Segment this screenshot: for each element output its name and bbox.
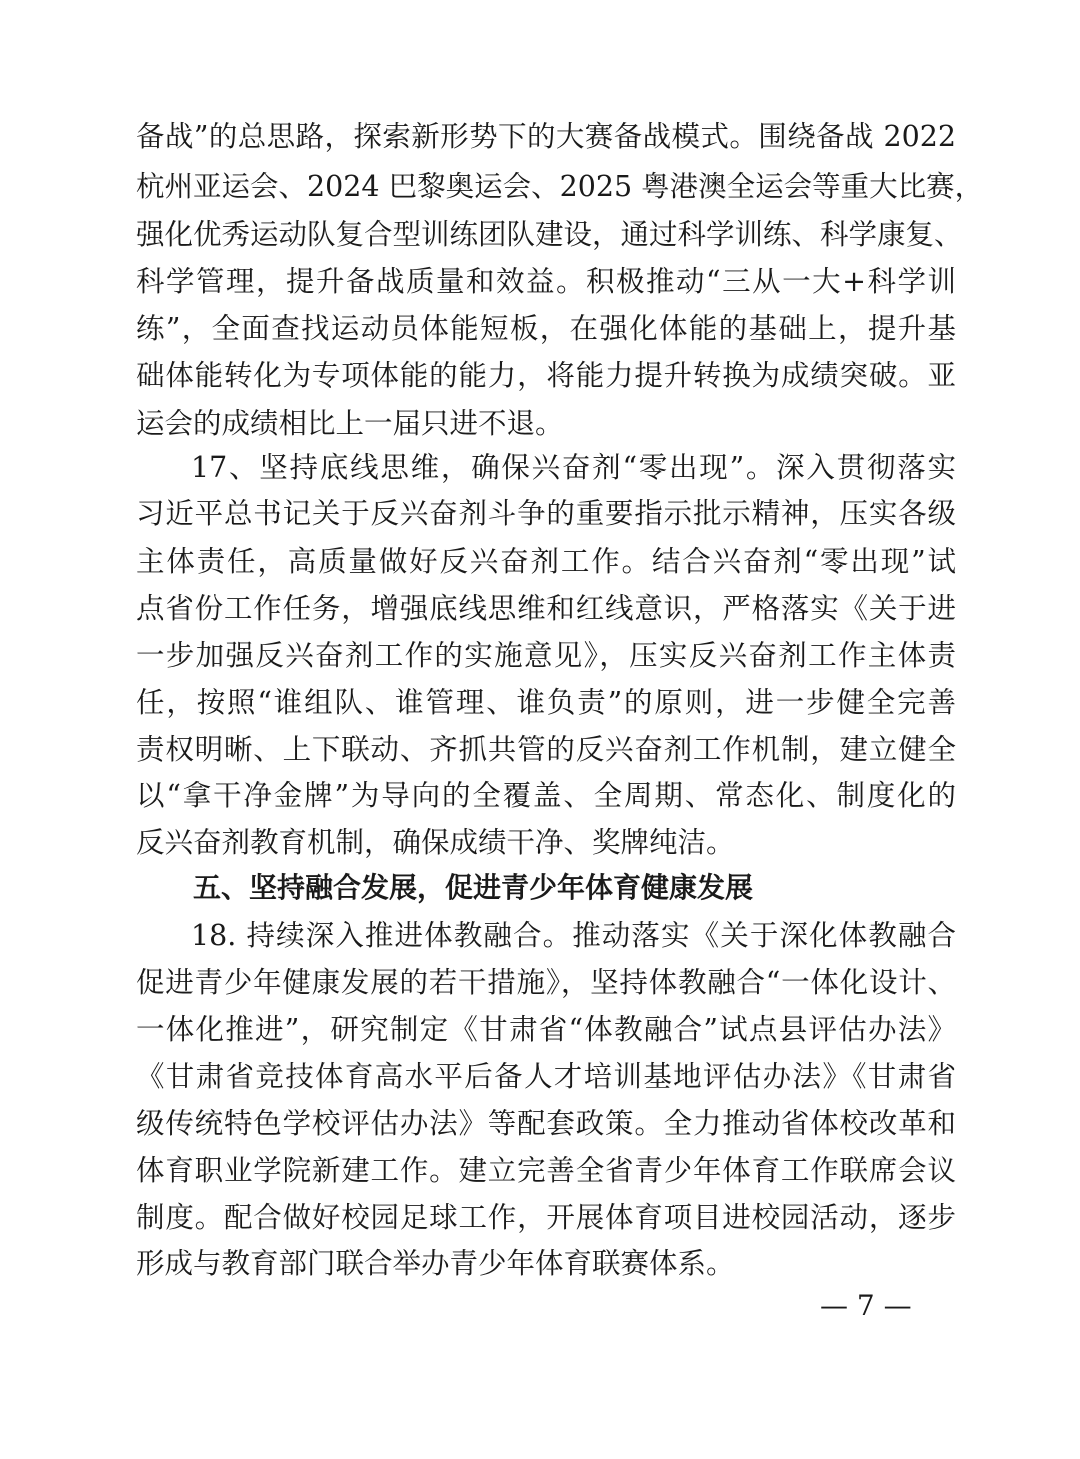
text-line: 一体化推进”，研究制定《甘肃省“体教融合”试点县评估办法》 (136, 1013, 956, 1046)
text-line: 点省份工作任务，增强底线思维和红线意识，严格落实《关于进 (136, 592, 956, 625)
text-line: 以“拿干净金牌”为导向的全覆盖、全周期、常态化、制度化的 (136, 779, 956, 812)
text-line: 习近平总书记关于反兴奋剂斗争的重要指示批示精神，压实各级 (136, 497, 956, 530)
text-line: 制度。配合做好校园足球工作，开展体育项目进校园活动，逐步 (136, 1201, 956, 1234)
text-line: 任，按照“谁组队、谁管理、谁负责”的原则，进一步健全完善 (136, 686, 956, 719)
text-line: 《甘肃省竞技体育高水平后备人才培训基地评估办法》《甘肃省 (136, 1060, 956, 1093)
text-line: 练”，全面查找运动员体能短板，在强化体能的基础上，提升基 (136, 312, 956, 345)
text-line: 运会的成绩相比上一届只进不退。 (136, 407, 564, 440)
text-line: 备战”的总思路，探索新形势下的大赛备战模式。围绕备战 2022 (136, 120, 956, 153)
text-line: 一步加强反兴奋剂工作的实施意见》，压实反兴奋剂工作主体责 (136, 639, 956, 672)
page-number: — 7 — (820, 1289, 912, 1322)
text-line: 科学管理，提升备战质量和效益。积极推动“三从一大+科学训 (136, 265, 956, 298)
text-line: 形成与教育部门联合举办青少年体育联赛体系。 (136, 1247, 735, 1280)
text-line: 础体能转化为专项体能的能力，将能力提升转换为成绩突破。亚 (136, 359, 956, 392)
section-18-first-line: 18. 持续深入推进体教融合。推动落实《关于深化体教融合 (191, 919, 956, 952)
text-line: 主体责任，高质量做好反兴奋剂工作。结合兴奋剂“零出现”试 (136, 545, 956, 578)
text-line: 责权明晰、上下联动、齐抓共管的反兴奋剂工作机制，建立健全 (136, 733, 956, 766)
text-line: 促进青少年健康发展的若干措施》，坚持体教融合“一体化设计、 (136, 966, 956, 999)
text-line: 级传统特色学校评估办法》等配套政策。全力推动省体校改革和 (136, 1107, 956, 1140)
section-17-first-line: 17、坚持底线思维，确保兴奋剂“零出现”。深入贯彻落实 (191, 451, 956, 484)
text-line: 体育职业学院新建工作。建立完善全省青少年体育工作联席会议 (136, 1154, 956, 1187)
text-line: 杭州亚运会、2024 巴黎奥运会、2025 粤港澳全运会等重大比赛， (136, 170, 984, 203)
section-heading: 五、坚持融合发展，促进青少年体育健康发展 (193, 871, 754, 904)
text-line: 强化优秀运动队复合型训练团队建设，通过科学训练、科学康复、 (136, 218, 963, 251)
text-line: 反兴奋剂教育机制，确保成绩干净、奖牌纯洁。 (136, 826, 735, 859)
